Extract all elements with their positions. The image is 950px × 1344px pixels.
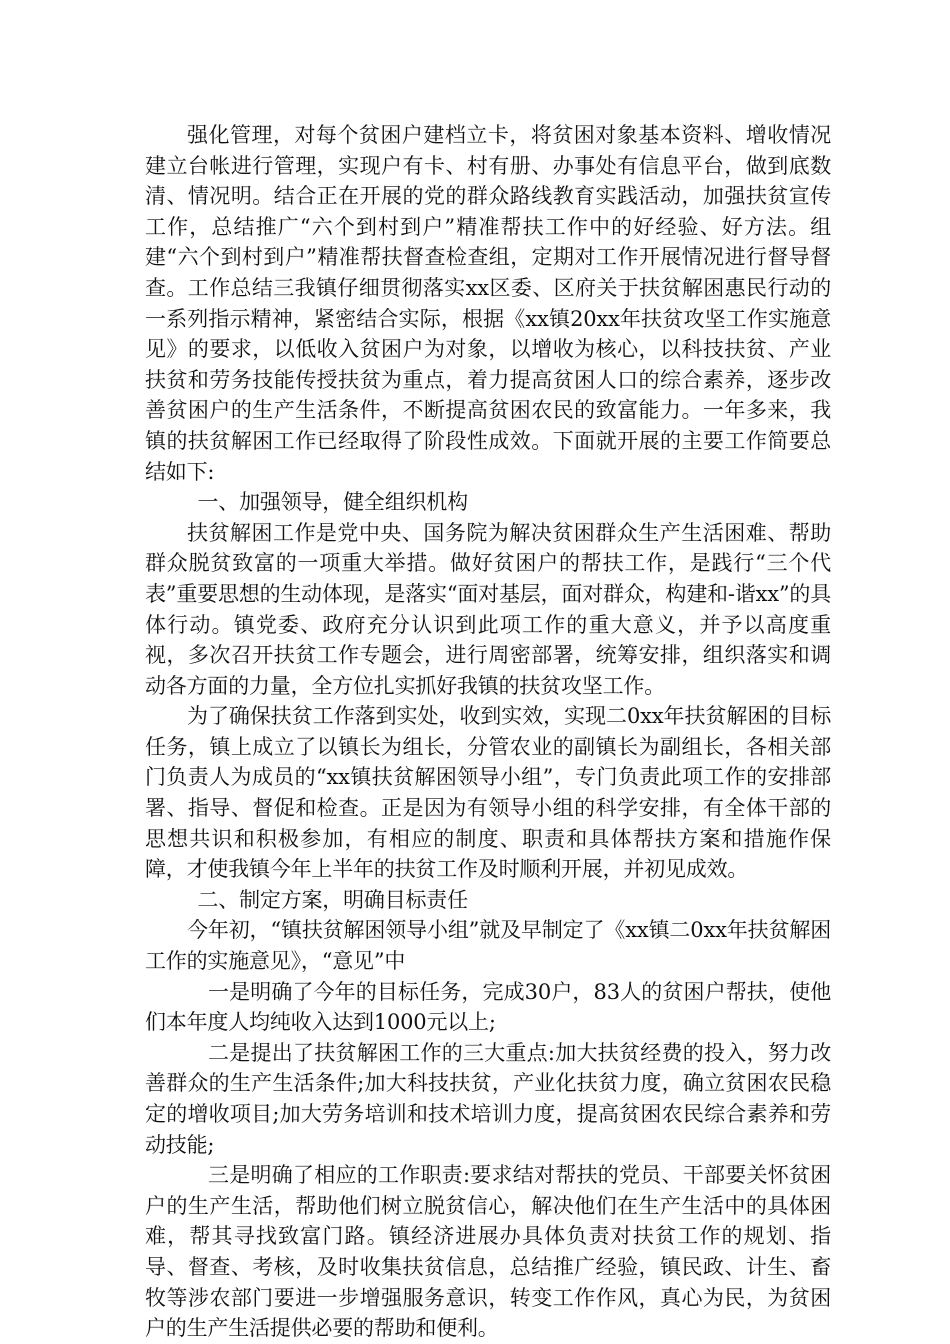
paragraph-item-2: 二是提出了扶贫解困工作的三大重点:加大扶贫经费的投入，努力改善群众的生产生活条件;加大科技扶贫，产业化扶贫力度，确立贫困农民稳定的增收项目;加大劳务培训和技术培训力度，提高贫困农民综合素养和劳动技能; — [145, 1040, 831, 1157]
paragraph-item-3: 三是明确了相应的工作职责:要求结对帮扶的党员、干部要关怀贫困户的生产生活，帮助他们树立脱贫信心，解决他们在生产生活中的具体困难，帮其寻找致富门路。镇经济进展办具体负责对扶贫工作的规划、指导、督查、考核，及时收集扶贫信息，总结推广经验，镇民政、计生、畜牧等涉农部门要进一步增强服务意识，转变工作作风，真心为民，为贫困户的生产生活提供必要的帮助和便利。 — [145, 1163, 831, 1341]
paragraph-group: 为了确保扶贫工作落到实处，收到实效，实现二0xx年扶贫解困的目标任务，镇上成立了以镇长为组长，分管农业的副镇长为副组长，各相关部门负责人为成员的“xx镇扶贫解困领导小组”，专门负责此项工作的安排部署、指导、督促和检查。正是因为有领导小组的科学安排，有全体干部的思想共识和积极参加，有相应的制度、职责和具体帮扶方案和措施作保障，才使我镇今年上半年的扶贫工作及时顺利开展，并初见成效。 — [145, 704, 831, 882]
section-heading-1: 一、加强领导，健全组织机构 — [197, 490, 468, 515]
document-body — [145, 120, 831, 1344]
paragraph-item-1: 一是明确了今年的目标任务，完成30户，83人的贫困户帮扶，使他们本年度人均纯收入达到1000元以上; — [145, 979, 831, 1035]
paragraph-plan: 今年初，“镇扶贫解困领导小组”就及早制定了《xx镇二0xx年扶贫解困工作的实施意见》，“意见”中 — [145, 918, 831, 974]
section-heading-2: 二、制定方案，明确目标责任 — [197, 887, 468, 912]
paragraph-intro: 强化管理，对每个贫困户建档立卡，将贫困对象基本资料、增收情况建立台帐进行管理，实现户有卡、村有册、办事处有信息平台，做到底数清、情况明。结合正在开展的党的群众路线教育实践活动，加强扶贫宣传工作，总结推广“六个到村到户”精准帮扶工作中的好经验、好方法。组建“六个到村到户”精准帮扶督查检查组，定期对工作开展情况进行督导督查。工作总结三我镇仔细贯彻落实xx区委、区府关于扶贫解困惠民行动的一系列指示精神，紧密结合实际，根据《xx镇20xx年扶贫攻坚工作实施意见》的要求，以低收入贫困户为对象，以增收为核心，以科技扶贫、产业扶贫和劳务技能传授扶贫为重点，着力提高贫困人口的综合素养，逐步改善贫困户的生产生活条件，不断提高贫困农民的致富能力。一年多来，我镇的扶贫解困工作已经取得了阶段性成效。下面就开展的主要工作简要总结如下: — [145, 123, 831, 484]
paragraph-leadership: 扶贫解困工作是党中央、国务院为解决贫困群众生产生活困难、帮助群众脱贫致富的一项重大举措。做好贫困户的帮扶工作，是践行“三个代表”重要思想的生动体现，是落实“面对基层，面对群众，构建和-谐xx”的具体行动。镇党委、政府充分认识到此项工作的重大意义，并予以高度重视，多次召开扶贫工作专题会，进行周密部署，统筹安排，组织落实和调动各方面的力量，全方位扎实抓好我镇的扶贫攻坚工作。 — [145, 520, 831, 698]
